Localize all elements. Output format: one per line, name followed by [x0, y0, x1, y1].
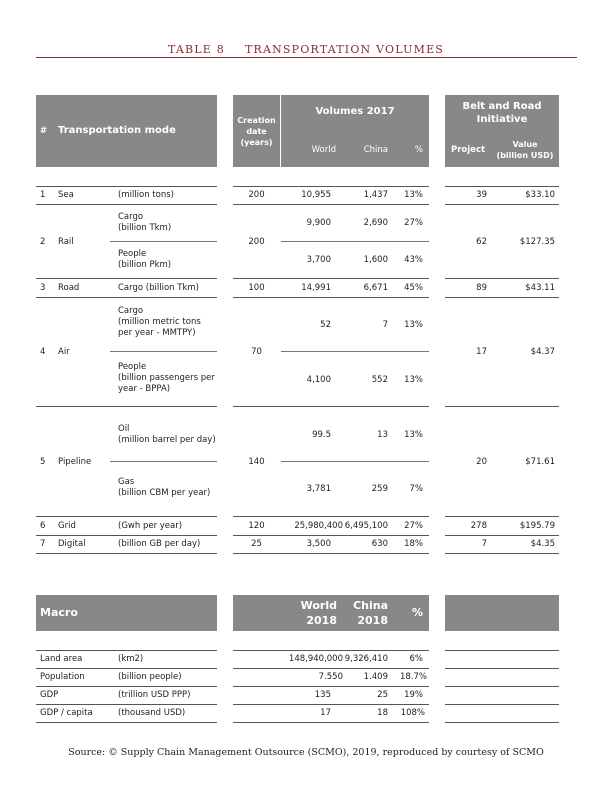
row-creation: 70	[251, 347, 262, 357]
row-value: $4.35	[530, 539, 555, 549]
row-num: 5	[40, 457, 46, 467]
row-unit: (million tons)	[118, 190, 174, 200]
header-bri-line1: Belt and Road	[462, 101, 542, 112]
row-project: 7	[481, 539, 487, 549]
rule	[233, 650, 429, 651]
macro-unit: (trillion USD PPP)	[118, 690, 191, 700]
unit-line: People	[118, 362, 147, 372]
rule	[110, 241, 217, 242]
macro-china: 18	[377, 708, 388, 718]
row-unit	[118, 424, 216, 446]
rule	[233, 704, 429, 705]
rule	[36, 204, 217, 205]
macro-pct: 108%	[400, 708, 425, 718]
rule	[233, 186, 429, 187]
rule	[36, 516, 217, 517]
row-value: $127.35	[519, 237, 555, 247]
row-num: 1	[40, 190, 46, 200]
row-mode: Pipeline	[58, 457, 92, 467]
row-pct: 18%	[404, 539, 423, 549]
table-name: TRANSPORTATION VOLUMES	[244, 43, 445, 56]
unit-line: per year - MMTPY)	[118, 328, 196, 338]
row-unit	[118, 362, 215, 395]
rule	[445, 704, 559, 705]
rule	[36, 668, 217, 669]
macro-world: 17	[320, 708, 331, 718]
unit-line: Gas	[118, 477, 135, 487]
row-mode: Grid	[58, 521, 76, 531]
macro-world-header	[281, 598, 337, 628]
row-value: $4.37	[530, 347, 555, 357]
row-pct: 13%	[404, 320, 423, 330]
row-unit: (billion GB per day)	[118, 539, 201, 549]
row-project: 20	[476, 457, 487, 467]
row-world: 25,980,400	[294, 521, 343, 531]
macro-world: 135	[314, 690, 331, 700]
row-world: 9,900	[306, 218, 331, 228]
row-china: 1,437	[363, 190, 388, 200]
row-creation: 140	[248, 457, 265, 467]
macro-china-header	[340, 598, 388, 628]
rule	[36, 722, 217, 723]
row-num: 4	[40, 347, 46, 357]
row-pct: 13%	[404, 190, 423, 200]
row-unit	[118, 306, 201, 339]
rule	[445, 204, 559, 205]
rule	[233, 535, 429, 536]
row-china: 259	[371, 484, 388, 494]
row-value: $43.11	[525, 283, 555, 293]
row-unit	[118, 477, 210, 499]
row-china: 630	[371, 539, 388, 549]
row-pct: 27%	[404, 521, 423, 531]
header-num: #	[40, 126, 48, 136]
row-unit	[118, 212, 171, 234]
rule	[36, 704, 217, 705]
rule	[281, 351, 429, 352]
row-mode: Digital	[58, 539, 86, 549]
title-rule	[36, 57, 577, 58]
row-china: 13	[377, 430, 388, 440]
row-china: 7	[382, 320, 388, 330]
rule	[233, 668, 429, 669]
header-volumes: Volumes 2017	[281, 106, 429, 117]
macro-world-line1: World	[300, 599, 337, 612]
row-china: 2,690	[363, 218, 388, 228]
rule	[233, 722, 429, 723]
rule	[233, 204, 429, 205]
macro-pct: 19%	[404, 690, 423, 700]
macro-unit: (billion people)	[118, 672, 182, 682]
row-num: 6	[40, 521, 46, 531]
rule	[445, 278, 559, 279]
row-world: 10,955	[301, 190, 331, 200]
unit-line: year - BPPA)	[118, 384, 171, 394]
row-world: 52	[320, 320, 331, 330]
rule	[233, 278, 429, 279]
row-num: 7	[40, 539, 46, 549]
rule	[36, 535, 217, 536]
unit-line: (million metric tons	[118, 317, 201, 327]
row-mode: Sea	[58, 190, 74, 200]
macro-label: Population	[40, 672, 85, 682]
header-mode: Transportation mode	[58, 125, 176, 136]
row-pct: 43%	[404, 255, 423, 265]
row-pct: 7%	[409, 484, 423, 494]
row-mode: Air	[58, 347, 70, 357]
macro-label: GDP	[40, 690, 59, 700]
row-unit: (Gwh per year)	[118, 521, 183, 531]
rule	[36, 686, 217, 687]
rule	[445, 553, 559, 554]
rule	[36, 650, 217, 651]
rule	[36, 278, 217, 279]
rule	[445, 668, 559, 669]
rule	[36, 406, 217, 407]
row-world: 3,781	[306, 484, 331, 494]
macro-unit: (thousand USD)	[118, 708, 186, 718]
header-bri-line2: Initiative	[476, 114, 528, 125]
row-mode: Rail	[58, 237, 74, 247]
unit-line: (million barrel per day)	[118, 435, 216, 445]
macro-world-line2: 2018	[306, 614, 337, 627]
source-note: Source: © Supply Chain Management Outsource (SCMO), 2019, reproduced by courtesy of SCMO	[68, 747, 544, 758]
row-creation: 200	[248, 237, 265, 247]
macro-label: GDP / capita	[40, 708, 93, 718]
unit-line: Cargo	[118, 306, 144, 316]
row-world: 99.5	[312, 430, 331, 440]
rule	[445, 535, 559, 536]
macro-pct: 18.7%	[399, 672, 427, 682]
macro-world: 148,940,000	[288, 654, 343, 664]
row-project: 39	[476, 190, 487, 200]
unit-line: People	[118, 249, 147, 259]
unit-line: (billion passengers per	[118, 373, 215, 383]
row-pct: 13%	[404, 430, 423, 440]
row-pct: 27%	[404, 218, 423, 228]
header-project: Project	[451, 145, 486, 155]
unit-line: (billion Tkm)	[118, 223, 172, 233]
row-mode: Road	[58, 283, 80, 293]
row-creation: 120	[248, 521, 265, 531]
row-creation: 100	[248, 283, 265, 293]
row-world: 3,500	[306, 539, 331, 549]
row-num: 3	[40, 283, 46, 293]
row-china: 6,671	[363, 283, 388, 293]
row-project: 89	[476, 283, 487, 293]
row-china: 552	[371, 375, 388, 385]
row-creation: 200	[248, 190, 265, 200]
macro-china-line2: 2018	[357, 614, 388, 627]
header-creation-line2: date	[246, 127, 267, 136]
macro-world: 7.550	[318, 672, 343, 682]
rule	[445, 186, 559, 187]
row-china: 1,600	[363, 255, 388, 265]
unit-line: (billion Pkm)	[118, 260, 172, 270]
rule	[36, 553, 217, 554]
rule	[233, 516, 429, 517]
header-pct: %	[395, 145, 423, 156]
row-world: 3,700	[306, 255, 331, 265]
rule	[281, 241, 429, 242]
macro-unit: (km2)	[118, 654, 144, 664]
table-number: TABLE 8	[167, 43, 225, 56]
row-value: $33.10	[525, 190, 555, 200]
unit-line: (billion CBM per year)	[118, 488, 211, 498]
unit-line: Oil	[118, 424, 130, 434]
row-unit	[118, 249, 171, 271]
rule	[281, 461, 429, 462]
rule	[445, 297, 559, 298]
rule	[233, 553, 429, 554]
macro-pct-header: %	[395, 606, 423, 619]
row-world: 14,991	[301, 283, 331, 293]
rule	[445, 686, 559, 687]
rule	[36, 186, 217, 187]
row-value: $71.61	[525, 457, 555, 467]
header-world: World	[281, 145, 336, 156]
header-creation-line3: (years)	[240, 138, 273, 147]
rule	[445, 516, 559, 517]
macro-label: Land area	[40, 654, 83, 664]
row-china: 6,495,100	[344, 521, 388, 531]
macro-china: 9,326,410	[344, 654, 388, 664]
macro-china: 1.409	[363, 672, 388, 682]
rule	[233, 686, 429, 687]
rule	[110, 461, 217, 462]
row-project: 278	[470, 521, 487, 531]
header-china: China	[340, 145, 388, 156]
row-project: 17	[476, 347, 487, 357]
row-value: $195.79	[519, 521, 555, 531]
row-num: 2	[40, 237, 46, 247]
header-creation-line1: Creation	[237, 116, 276, 125]
rule	[233, 406, 429, 407]
header-creation	[233, 115, 280, 148]
macro-china: 25	[377, 690, 388, 700]
table-title	[0, 43, 612, 56]
row-project: 62	[476, 237, 487, 247]
macro-title: Macro	[40, 606, 78, 619]
macro-china-line1: China	[353, 599, 388, 612]
macro-header-right	[445, 595, 559, 631]
rule	[445, 406, 559, 407]
row-pct: 45%	[404, 283, 423, 293]
row-world: 4,100	[306, 375, 331, 385]
row-pct: 13%	[404, 375, 423, 385]
rule	[445, 722, 559, 723]
rule	[233, 297, 429, 298]
header-value-line1: Value	[512, 140, 538, 149]
header-value	[495, 139, 555, 161]
row-creation: 25	[251, 539, 262, 549]
rule	[36, 297, 217, 298]
row-unit: Cargo (billion Tkm)	[118, 283, 199, 293]
macro-pct: 6%	[409, 654, 423, 664]
rule	[445, 650, 559, 651]
unit-line: Cargo	[118, 212, 144, 222]
header-value-line2: (billion USD)	[496, 151, 554, 160]
rule	[110, 351, 217, 352]
header-bri	[445, 100, 559, 126]
